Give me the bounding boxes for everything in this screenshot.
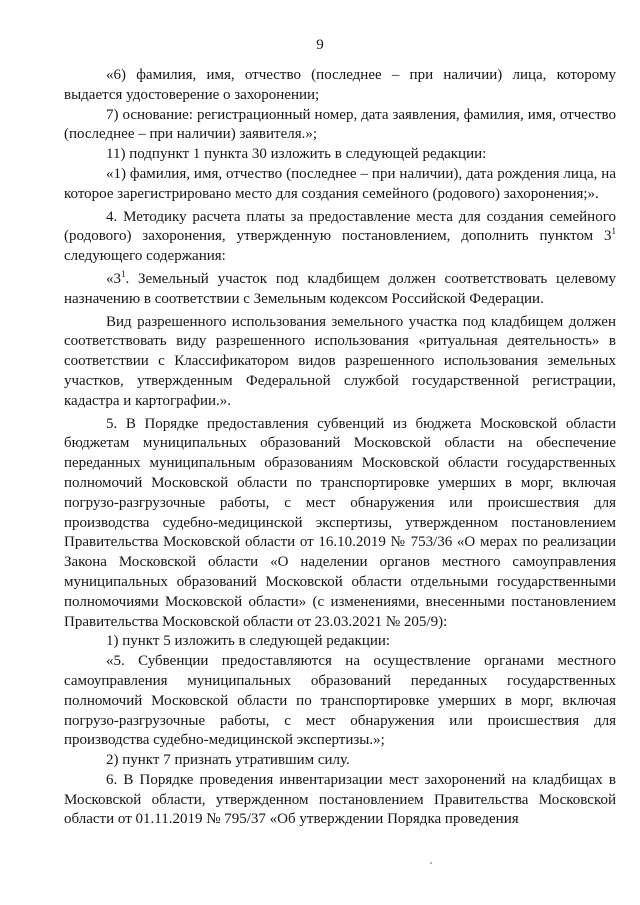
section-4-text: 4. Методику расчета платы за предоставление места для создания семейного (родового) захоронения, утвержденную постановлением, дополнить пунктом 3 — [64, 208, 616, 245]
paragraph-list-item-7: 7) основание: регистрационный номер, дата заявления, фамилия, имя, отчество (последнее – при наличии) заявителя.»; — [64, 106, 616, 143]
section-4-text-end: следующего содержания: — [64, 248, 226, 265]
paragraph-section-6: 6. В Порядке проведения инвентаризации мест захоронений на кладбищах в Московской области, утвержденном постановлением Правительства Московской области от 01.11.2019 № 795/37 «Об утверждении Порядка проведения — [64, 771, 616, 828]
clause-3-1-number: «3 — [106, 270, 121, 287]
clause-3-1-text: . Земельный участок под кладбищем должен соответствовать целевому назначению в соответствии с Земельным кодексом Российской Федерации. — [64, 270, 616, 307]
superscript-mark: 1 — [611, 226, 616, 237]
paragraph-section-5: 5. В Порядке предоставления субвенций из бюджета Московской области бюджетам муниципальных образований Московской области на обеспечение переданных муниципальным образованиям Московской области государственных полномочий Московской области по транспортировке умерших в морг, включая погрузо-разгрузочные работы, с мест обнаружения или происшествия для производства судебно-медицинской экспертизы, утвержденном постановлением Правительства Московской области от 16.10.2019 № 753/36 «О мерах по реализации Закона Московской области «О наделении органов местного самоуправления муниципальных образований Московской области отдельными государственными полномочиями Московской области» (с изменениями, внесенными постановлением Правительства Московской области от 23.03.2021 № 205/9): — [64, 415, 616, 630]
scan-speck — [430, 862, 432, 864]
paragraph-subclause-1: 1) пункт 5 изложить в следующей редакции: — [106, 633, 391, 650]
paragraph-subclause-2: 2) пункт 7 признать утратившим силу. — [106, 752, 350, 769]
paragraph-subclause-11: 11) подпункт 1 пункта 30 изложить в следующей редакции: — [106, 146, 487, 163]
document-body — [64, 66, 616, 830]
page-number: 9 — [316, 37, 324, 53]
superscript-mark: 1 — [121, 268, 126, 279]
paragraph-section-4 — [64, 208, 616, 267]
paragraph-land-use-type: Вид разрешенного использования земельного участка под кладбищем должен соответствовать виду разрешенного использования «ритуальная деятельность» в соответствии с Классификатором видов разрешенного использования земельных участков, утвержденным Федеральной службой государственной регистрации, кадастра и картографии.». — [64, 313, 616, 409]
paragraph-list-item-6: «6) фамилия, имя, отчество (последнее – при наличии) лица, которому выдается удостоверение о захоронении; — [64, 67, 616, 103]
paragraph-quoted-item-5: «5. Субвенции предоставляются на осуществление органами местного самоуправления муниципальных образований переданных государственных полномочий Московской области по транспортировке умерших в морг, включая погрузо-разгрузочные работы, с мест обнаружения или происшествия для производства судебно-медицинской экспертизы.»; — [64, 653, 616, 749]
paragraph-clause-3-1 — [64, 270, 616, 310]
paragraph-quoted-item-1: «1) фамилия, имя, отчество (последнее – при наличии), дата рождения лица, на которое зарегистрировано место для создания семейного (родового) захоронения;». — [64, 165, 616, 202]
